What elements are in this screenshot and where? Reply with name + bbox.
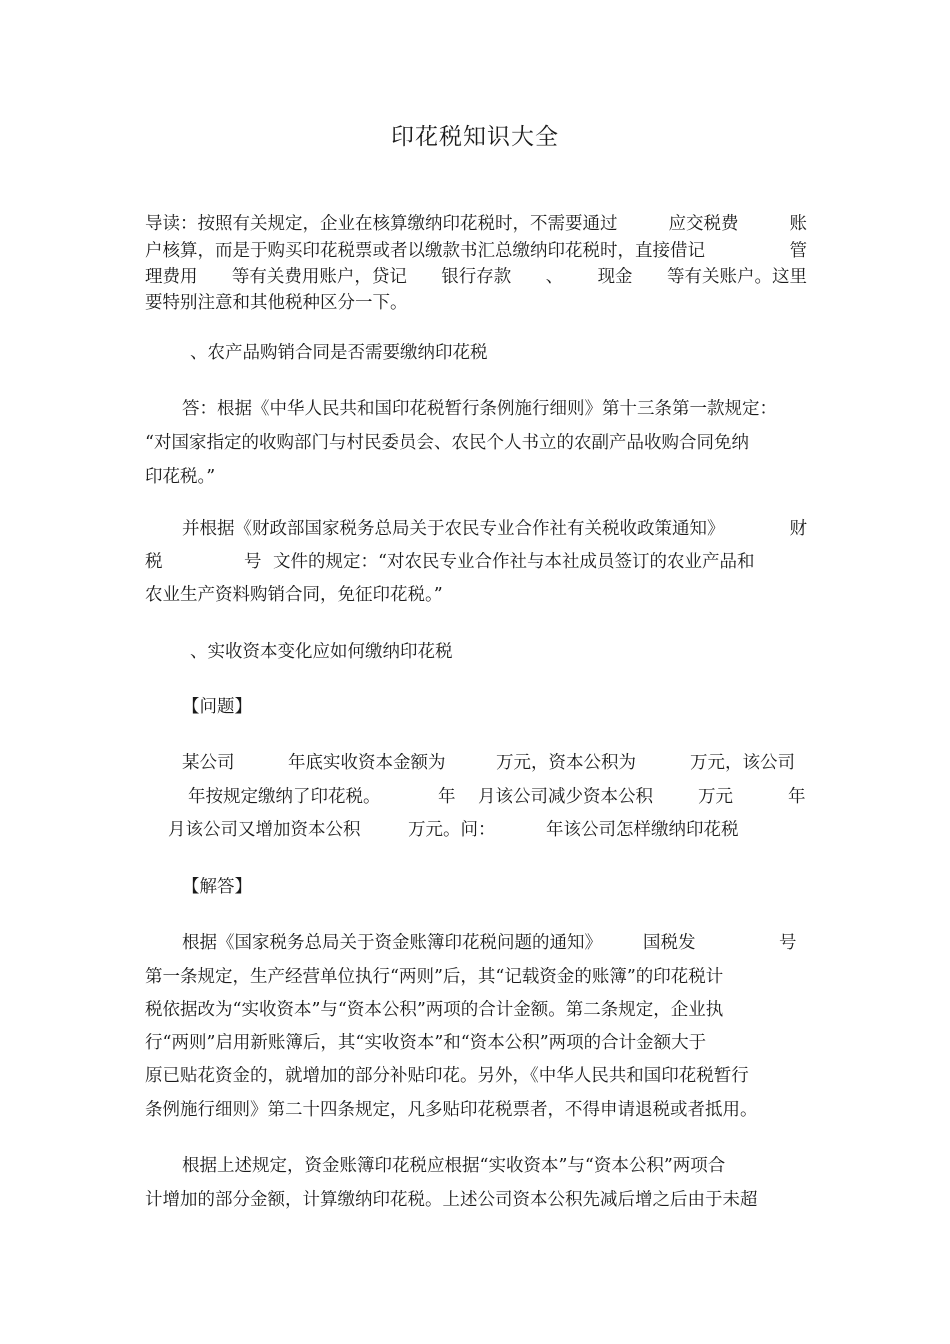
question-line-3a: 月该公司又增加资本公积 [168, 820, 361, 840]
text-segment: 财 [789, 519, 807, 539]
text-segment: 现金 [597, 267, 633, 287]
question-line-1c: 万元，资本公积为 [496, 753, 636, 773]
text-segment: 、 [545, 267, 564, 287]
text-segment: 等有关账户。这里 [666, 267, 807, 287]
text-segment: 并根据《财政部国家税务总局关于农民专业合作社有关税收政策通知》 [182, 519, 725, 539]
intro-line-2 [145, 240, 807, 262]
question-line-1a: 某公司 [182, 753, 235, 773]
intro-line-3 [145, 266, 807, 288]
question-label: 【问题】 [182, 697, 252, 717]
text-segment: 理费用 [145, 267, 198, 287]
section1-answer-line-1 [182, 398, 807, 420]
text-segment: 原已贴花资金的，就增加的部分补贴印花。另外，《中华人民共和国印花税暂行 [145, 1066, 749, 1086]
text-segment: 税依据改为“实收资本”与“资本公积”两项的合计金额。第二条规定，企业执 [145, 1000, 724, 1020]
text-segment: 户核算，而是于购买印花税票或者以缴款书汇总缴纳印花税时，直接借记 [145, 241, 705, 261]
question-line-1d: 万元，该公司 [690, 753, 795, 773]
question-line-2e: 年 [788, 787, 806, 807]
text-segment: 导读：按照有关规定，企业在核算缴纳印花税时，不需要通过 [145, 214, 618, 234]
section1-further-line-1 [182, 518, 807, 540]
text-segment: 应交税费 [668, 214, 739, 234]
question-line-1b: 年底实收资本金额为 [288, 753, 446, 773]
text-segment: 行“两则”启用新账簿后，其“实收资本”和“资本公积”两项的合计金额大于 [145, 1033, 707, 1053]
section1-answer-line-2: “对国家指定的收购部门与村民委员会、农民个人书立的农副产品收购合同免纳 [145, 433, 749, 453]
answer-label: 【解答】 [182, 877, 252, 897]
intro-line-1 [145, 213, 807, 235]
section1-further-line-2b: 号 [244, 552, 262, 572]
answer-p1-line-2 [145, 966, 807, 988]
text-segment: 根据上述规定，资金账簿印花税应根据“实收资本”与“资本公积”两项合 [182, 1156, 726, 1176]
text-segment: 第一条规定，生产经营单位执行“两则”后，其“记载资金的账簿”的印花税计 [145, 967, 724, 987]
answer-p1-line-4 [145, 1032, 807, 1054]
section1-heading: 、农产品购销合同是否需要缴纳印花税 [190, 343, 488, 363]
text-segment: 等有关费用账户，贷记 [231, 267, 407, 287]
text-segment: 账 [789, 214, 807, 234]
answer-p2-line-1 [182, 1155, 807, 1177]
answer-p1-line-1a: 根据《国家税务总局关于资金账簿印花税问题的通知》 [182, 933, 602, 953]
document-title: 印花税知识大全 [391, 124, 559, 150]
section1-further-line-3: 农业生产资料购销合同，免征印花税。” [145, 585, 443, 605]
answer-p1-line-1c: 号 [779, 933, 797, 953]
question-line-3c: 年该公司怎样缴纳印花税 [546, 820, 739, 840]
answer-p1-line-3 [145, 999, 807, 1021]
question-line-2c: 月该公司减少资本公积 [478, 787, 653, 807]
text-segment: 银行存款 [441, 267, 512, 287]
question-line-2d: 万元 [698, 787, 733, 807]
section1-answer-line-3: 印花税。” [145, 467, 216, 487]
text-segment: 计增加的部分金额，计算缴纳印花税。上述公司资本公积先减后增之后由于未超 [145, 1190, 758, 1210]
question-line-2a: 年按规定缴纳了印花税。 [188, 787, 381, 807]
section1-further-line-2a: 税 [145, 552, 163, 572]
question-line-3b: 万元。问： [408, 820, 496, 840]
question-line-2b: 年 [438, 787, 456, 807]
text-segment: 答：根据《中华人民共和国印花税暂行条例施行细则》第十三条第一款规定： [182, 399, 777, 419]
text-segment: 条例施行细则》第二十四条规定，凡多贴印花税票者，不得申请退税或者抵用。 [145, 1100, 758, 1120]
answer-p1-line-5 [145, 1065, 807, 1087]
section1-further-line-2c: 文件的规定：“对农民专业合作社与本社成员签订的农业产品和 [273, 552, 755, 572]
section2-heading: 、实收资本变化应如何缴纳印花税 [190, 642, 453, 662]
answer-p1-line-1b: 国税发 [643, 933, 696, 953]
answer-p1-line-6 [145, 1099, 807, 1121]
text-segment: 管 [789, 241, 807, 261]
intro-line-4: 要特别注意和其他税种区分一下。 [145, 293, 408, 313]
answer-p2-line-2 [145, 1189, 807, 1211]
